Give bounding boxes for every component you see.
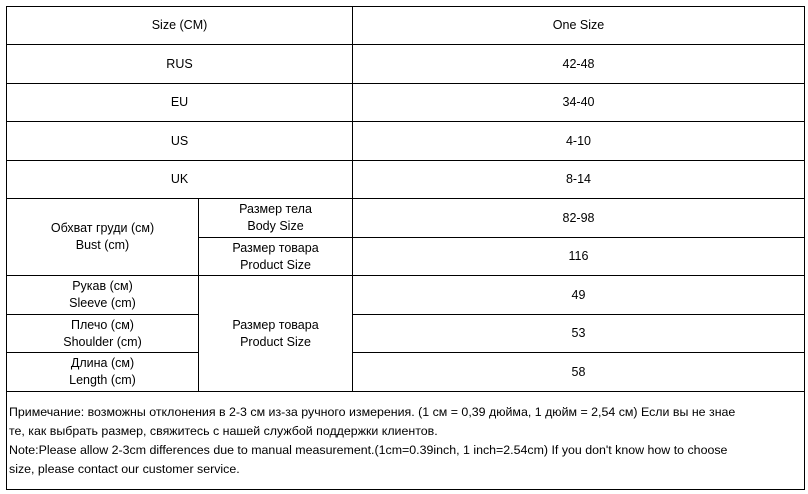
row-value-rus: 42-48 <box>353 45 805 84</box>
table-row <box>7 276 805 315</box>
bust-label-ru: Обхват груди (см) <box>50 221 155 235</box>
table-header-row <box>7 7 805 45</box>
row-label-us: US <box>7 122 353 161</box>
table-row <box>7 45 805 84</box>
table-row <box>7 315 805 353</box>
garment-size-en: Product Size <box>240 334 311 349</box>
sleeve-label-en: Sleeve (cm) <box>69 296 136 310</box>
length-label <box>7 353 199 392</box>
row-value-uk: 8-14 <box>353 161 805 199</box>
bust-body-value: 82-98 <box>353 199 805 238</box>
row-value-eu: 34-40 <box>353 84 805 122</box>
garment-size-ru: Размер товара <box>232 317 319 332</box>
shoulder-label <box>7 315 199 353</box>
body-size-en: Body Size <box>247 219 304 233</box>
sleeve-label <box>7 276 199 315</box>
size-table <box>6 6 805 490</box>
body-size-ru: Размер тела <box>239 202 312 216</box>
note-cell <box>7 392 805 490</box>
body-size-label <box>199 199 353 238</box>
length-label-ru: Длина (см) <box>70 356 135 370</box>
header-one-size: One Size <box>353 7 805 45</box>
shoulder-value: 53 <box>353 315 805 353</box>
table-row <box>7 199 805 238</box>
garment-product-size-label <box>199 276 353 392</box>
header-size-label: Size (CM) <box>7 7 353 45</box>
bust-label-en: Bust (cm) <box>75 238 130 252</box>
shoulder-label-ru: Плечо (см) <box>71 317 134 332</box>
bust-label <box>7 199 199 276</box>
note-en-line-1: Note:Please allow 2-3cm differences due to manual measurement.(1cm=0.39inch, 1 inch=2.54cm) If you don't know how to choose <box>9 442 728 457</box>
sleeve-label-ru: Рукав (см) <box>72 279 133 293</box>
size-chart <box>6 6 804 492</box>
shoulder-label-en: Shoulder (cm) <box>63 334 142 349</box>
product-size-ru: Размер товара <box>232 240 319 255</box>
note-row <box>7 392 805 490</box>
row-value-us: 4-10 <box>353 122 805 161</box>
table-row <box>7 353 805 392</box>
sleeve-value: 49 <box>353 276 805 315</box>
note-ru-line-1: Примечание: возможны отклонения в 2-3 см из-за ручного измерения. (1 см = 0,39 дюйма, 1 дюйм = 2,54 см) Если вы не знае <box>9 404 736 419</box>
row-label-eu: EU <box>7 84 353 122</box>
table-row <box>7 84 805 122</box>
bust-product-value: 116 <box>353 238 805 276</box>
table-row <box>7 122 805 161</box>
product-size-label <box>199 238 353 276</box>
note-en-line-2: size, please contact our customer service. <box>9 461 240 476</box>
product-size-en: Product Size <box>240 257 311 272</box>
row-label-rus: RUS <box>7 45 353 84</box>
table-row <box>7 161 805 199</box>
length-value: 58 <box>353 353 805 392</box>
row-label-uk: UK <box>7 161 353 199</box>
note-ru-line-2: те, как выбрать размер, свяжитесь с нашей службой поддержки клиентов. <box>9 423 438 438</box>
length-label-en: Length (cm) <box>69 373 136 387</box>
